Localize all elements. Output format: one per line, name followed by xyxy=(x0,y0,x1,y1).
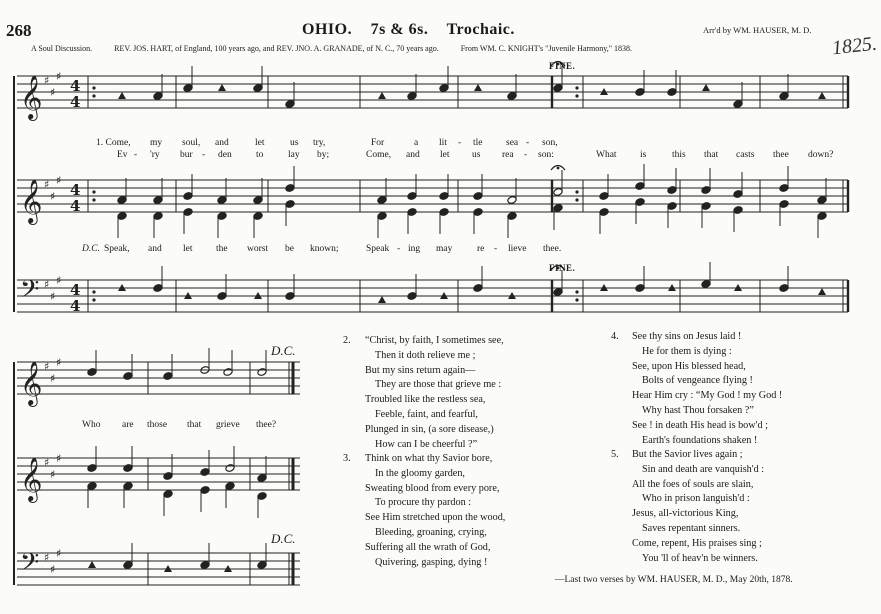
lyric-syllable: try, xyxy=(313,138,326,148)
bass-2-note xyxy=(88,561,96,568)
repeat-dot xyxy=(92,298,95,301)
fine-marking-bass: FINE. xyxy=(549,263,576,273)
lyric-syllable: sea xyxy=(506,138,519,148)
lyric-syllable: may xyxy=(436,244,453,254)
verse-line: Hear Him cry : “My God ! my God ! xyxy=(632,390,783,402)
lyric-syllable: 1. Come, xyxy=(96,138,131,148)
lyric-hyphen: - xyxy=(494,244,498,254)
verse-4 xyxy=(611,330,782,448)
verse-number: 2. xyxy=(343,335,351,346)
verse-line: See ! in death His head is bow'd ; xyxy=(632,419,768,431)
lyric-syllable: a xyxy=(414,138,419,148)
lyric-syllable: What xyxy=(596,150,617,160)
lyric-syllable: known; xyxy=(310,244,339,254)
key-signature-treble-2: ♯ xyxy=(50,372,56,385)
repeat-dot xyxy=(575,86,578,89)
key-signature-treble-2: ♯ xyxy=(44,360,50,373)
verse-line: Sin and death are vanquish'd : xyxy=(642,463,765,475)
treble-note xyxy=(600,88,608,95)
verse-line: But my sins return again— xyxy=(365,364,476,376)
lyric-syllable: are xyxy=(122,420,134,430)
page-number: 268 xyxy=(6,21,32,40)
verse-number: 4. xyxy=(611,331,619,342)
lyric-syllable: us xyxy=(290,138,299,148)
key-signature-treble: ♯ xyxy=(44,74,50,87)
bass-note xyxy=(378,296,386,303)
lyric-syllable: rea xyxy=(502,150,514,160)
lyric-syllable: lay xyxy=(288,150,300,160)
clef-alto-2: 𝄞 xyxy=(20,457,43,501)
time-signature-treble: 4 xyxy=(70,93,81,111)
bass-note xyxy=(254,292,262,299)
repeat-dot xyxy=(92,94,95,97)
footer-attribution: —Last two verses by WM. HAUSER, M. D., May 20th, 1878. xyxy=(555,575,793,585)
bass-note xyxy=(508,292,516,299)
verse-line: To procure thy pardon : xyxy=(375,497,472,509)
key-signature-alto-2: ♯ xyxy=(56,452,62,465)
verse-line: Saves repentant sinners. xyxy=(642,522,741,534)
clef-bass: 𝄢 xyxy=(20,275,40,310)
bass-note xyxy=(118,284,126,291)
clef-alto: 𝄞 xyxy=(20,179,43,223)
lyric-syllable: lieve xyxy=(508,244,527,254)
verse-line: Come, repent, His praises sing ; xyxy=(632,537,762,549)
lyric-syllable: lit xyxy=(439,138,447,148)
lyric-syllable: re xyxy=(477,244,485,254)
lyric-syllable: be xyxy=(285,244,294,254)
key-signature-bass: ♯ xyxy=(44,278,50,291)
verse-line: See Him stretched upon the wood, xyxy=(365,512,506,524)
lyric-syllable: Come, xyxy=(366,150,392,160)
verse-line: See thy sins on Jesus laid ! xyxy=(632,331,742,342)
lyric-hyphen: - xyxy=(458,138,462,148)
lyric-syllable: by; xyxy=(317,150,330,160)
lyric-syllable: those xyxy=(147,420,168,430)
time-signature-bass: 4 xyxy=(70,297,81,315)
key-signature-bass-2: ♯ xyxy=(56,547,62,560)
verse-line: Sweating blood from every pore, xyxy=(365,482,500,494)
lyric-hyphen: - xyxy=(524,150,528,160)
lyric-syllable: that xyxy=(704,150,719,160)
lyric-syllable: grieve xyxy=(216,420,240,430)
repeat-dot xyxy=(92,290,95,293)
bass-2-note xyxy=(224,565,232,572)
verse-line: Think on what thy Savior bore, xyxy=(365,453,493,464)
lyric-syllable: and xyxy=(406,150,420,160)
lyric-hyphen: - xyxy=(397,244,401,254)
lyric-syllable: Speak, xyxy=(104,244,130,254)
lyric-syllable: Speak xyxy=(366,244,390,254)
key-signature-bass: ♯ xyxy=(56,274,62,287)
key-signature-bass-2: ♯ xyxy=(44,551,50,564)
bass-note xyxy=(600,284,608,291)
lyric-syllable: and xyxy=(148,244,162,254)
verse-line: All the foes of souls are slain, xyxy=(632,478,754,490)
lyric-syllable: that xyxy=(187,420,202,430)
key-signature-treble: ♯ xyxy=(56,70,62,83)
lyric-syllable: let xyxy=(255,138,265,148)
key-signature-bass-2: ♯ xyxy=(50,563,56,576)
lyric-syllable: For xyxy=(371,138,385,148)
lyric-hyphen: - xyxy=(526,138,530,148)
lyric-syllable: let xyxy=(183,244,193,254)
treble-note xyxy=(118,92,126,99)
credit-subject: A Soul Discussion. xyxy=(31,44,93,53)
verse-line: Troubled like the restless sea, xyxy=(365,394,486,406)
key-signature-alto: ♯ xyxy=(50,190,56,203)
lyric-syllable: son: xyxy=(538,150,554,160)
verse-line: Feeble, faint, and fearful, xyxy=(375,408,478,420)
lyric-syllable: is xyxy=(640,150,647,160)
verse-line: You 'll of heav'n be winners. xyxy=(642,552,758,564)
repeat-dot xyxy=(575,94,578,97)
lyric-hyphen: - xyxy=(202,150,206,160)
title-tune-name: OHIO. xyxy=(302,21,353,38)
dc-marking-top: D.C. xyxy=(271,343,296,358)
key-signature-alto: ♯ xyxy=(44,178,50,191)
verse-5 xyxy=(611,448,764,566)
treble-note xyxy=(378,92,386,99)
verse-line: Bleeding, groaning, crying, xyxy=(375,526,487,538)
verse-line: Then it doth relieve me ; xyxy=(375,349,476,361)
time-signature-bass: 4 xyxy=(70,281,81,299)
bass-note xyxy=(668,284,676,291)
lyric-syllable: 'ry xyxy=(150,150,160,160)
treble-note xyxy=(218,84,226,91)
lyric-syllable: den xyxy=(218,150,232,160)
lyric-syllable: ing xyxy=(408,244,421,254)
lyric-syllable: Ev xyxy=(117,150,128,160)
verse-line: How can I be cheerful ?” xyxy=(375,438,478,450)
fine-marking-top: FINE. xyxy=(549,61,576,71)
repeat-dot xyxy=(575,198,578,201)
lyric-syllable: son, xyxy=(542,138,558,148)
key-signature-bass: ♯ xyxy=(50,290,56,303)
lyric-syllable: Who xyxy=(82,420,101,430)
treble-note xyxy=(702,84,710,91)
key-signature-alto: ♯ xyxy=(56,174,62,187)
repeat-dot xyxy=(575,190,578,193)
repeat-dot xyxy=(92,190,95,193)
time-signature-alto: 4 xyxy=(70,197,81,215)
verse-line: But the Savior lives again ; xyxy=(632,449,743,460)
lyric-syllable: thee? xyxy=(256,420,277,430)
verse-line: They are those that grieve me : xyxy=(375,379,502,391)
verse-3 xyxy=(343,452,505,570)
key-signature-alto-2: ♯ xyxy=(44,456,50,469)
verse-line: Plunged in sin, (a sore disease,) xyxy=(365,423,494,435)
lyric-syllable: worst xyxy=(247,244,269,254)
verse-line: Who in prison languish'd : xyxy=(642,493,750,505)
clef-treble-2: 𝄞 xyxy=(20,361,43,405)
credit-authors: REV. JOS. HART, of England, 100 years ago, and REV. JNO. A. GRANADE, of N. C., 70 years ago. xyxy=(114,44,439,53)
verse-line: He for them is dying : xyxy=(642,345,732,357)
lyric-syllable: to xyxy=(256,150,264,160)
bass-2-note xyxy=(164,565,172,572)
time-signature-alto: 4 xyxy=(70,181,81,199)
key-signature-alto-2: ♯ xyxy=(50,468,56,481)
clef-bass-2: 𝄢 xyxy=(20,548,40,583)
lyric-dc-label: D.C. xyxy=(82,244,100,254)
dc-marking-bass: D.C. xyxy=(271,531,296,546)
lyric-syllable: this xyxy=(672,150,686,160)
clef-treble: 𝄞 xyxy=(20,75,43,119)
lyric-syllable: bur xyxy=(180,150,193,160)
repeat-dot xyxy=(575,298,578,301)
repeat-dot xyxy=(92,198,95,201)
lyric-syllable: soul, xyxy=(182,138,201,148)
lyric-syllable: thee xyxy=(773,150,789,160)
arranger-credit: Arr'd by WM. HAUSER, M. D. xyxy=(703,25,812,35)
bass-note xyxy=(734,284,742,291)
lyric-syllable: and xyxy=(215,138,229,148)
repeat-dot xyxy=(575,290,578,293)
treble-note xyxy=(818,92,826,99)
bass-note xyxy=(440,292,448,299)
title-rhythm: Trochaic. xyxy=(446,21,515,38)
verse-line: Why hast Thou forsaken ?” xyxy=(642,404,754,416)
title-meter: 7s & 6s. xyxy=(370,21,429,38)
key-signature-treble: ♯ xyxy=(50,86,56,99)
lyric-hyphen: - xyxy=(134,150,138,160)
bass-note xyxy=(818,288,826,295)
verse-line: In the gloomy garden, xyxy=(375,467,465,479)
verse-line: Jesus, all-victorious King, xyxy=(632,508,739,520)
verse-line: Bolts of vengeance flying ! xyxy=(642,375,753,387)
verse-2 xyxy=(343,334,504,452)
lyric-syllable: casts xyxy=(736,150,755,160)
key-signature-treble-2: ♯ xyxy=(56,356,62,369)
verse-line: Quivering, gasping, dying ! xyxy=(375,556,488,568)
lyric-syllable: the xyxy=(216,244,228,254)
handwritten-year: 1825. xyxy=(830,32,878,60)
lyric-syllable: us xyxy=(472,150,481,160)
fermata-dot xyxy=(557,167,560,170)
verse-line: Suffering all the wrath of God, xyxy=(365,541,491,553)
time-signature-treble: 4 xyxy=(70,77,81,95)
verse-line: Earth's foundations shaken ! xyxy=(642,434,758,446)
lyric-syllable: down? xyxy=(808,150,834,160)
verse-number: 3. xyxy=(343,453,351,464)
repeat-dot xyxy=(92,86,95,89)
bass-note xyxy=(184,292,192,299)
lyric-syllable: let xyxy=(440,150,450,160)
lyric-syllable: tle xyxy=(473,138,483,148)
lyric-syllable: thee. xyxy=(543,244,562,254)
credit-source: From WM. C. KNIGHT's "Juvenile Harmony," 1838. xyxy=(460,44,633,53)
verse-number: 5. xyxy=(611,449,619,460)
lyric-syllable: my xyxy=(150,138,163,148)
verse-line: “Christ, by faith, I sometimes see, xyxy=(365,335,504,346)
treble-note xyxy=(474,84,482,91)
verse-line: See, upon His blessed head, xyxy=(632,360,746,372)
